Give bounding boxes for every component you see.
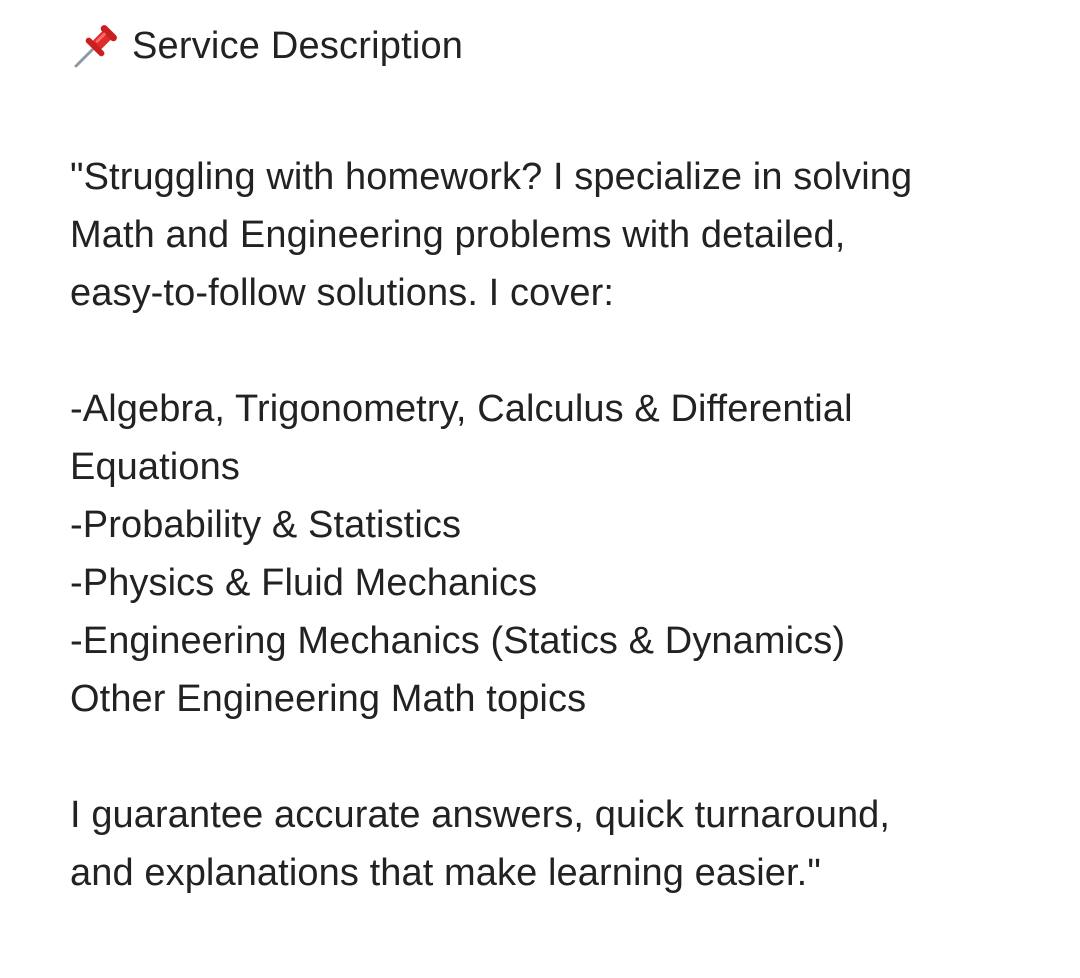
topic-line: -Physics & Fluid Mechanics xyxy=(70,562,538,604)
service-description-note xyxy=(70,16,1050,902)
closing-line: I guarantee accurate answers, quick turnaround, xyxy=(70,794,891,836)
intro-line: "Struggling with homework? I specialize in solving xyxy=(70,156,913,198)
description-body xyxy=(70,148,1050,902)
topic-line: Equations xyxy=(70,446,240,488)
intro-paragraph xyxy=(70,148,1050,322)
header-title: Service Description xyxy=(132,24,464,67)
topic-line: -Engineering Mechanics (Statics & Dynamics) xyxy=(70,620,846,662)
intro-line: Math and Engineering problems with detailed, xyxy=(70,214,846,256)
intro-line: easy-to-follow solutions. I cover: xyxy=(70,272,615,314)
topic-line: -Algebra, Trigonometry, Calculus & Differential xyxy=(70,388,853,430)
closing-paragraph xyxy=(70,786,1050,902)
topics-list xyxy=(70,380,1050,728)
closing-line: and explanations that make learning easier." xyxy=(70,852,821,894)
pushpin-icon xyxy=(70,20,122,72)
topic-line: -Probability & Statistics xyxy=(70,504,462,546)
paragraph-spacer xyxy=(70,322,1050,380)
topic-line: Other Engineering Math topics xyxy=(70,678,587,720)
note-header xyxy=(70,16,1050,76)
paragraph-spacer xyxy=(70,728,1050,786)
